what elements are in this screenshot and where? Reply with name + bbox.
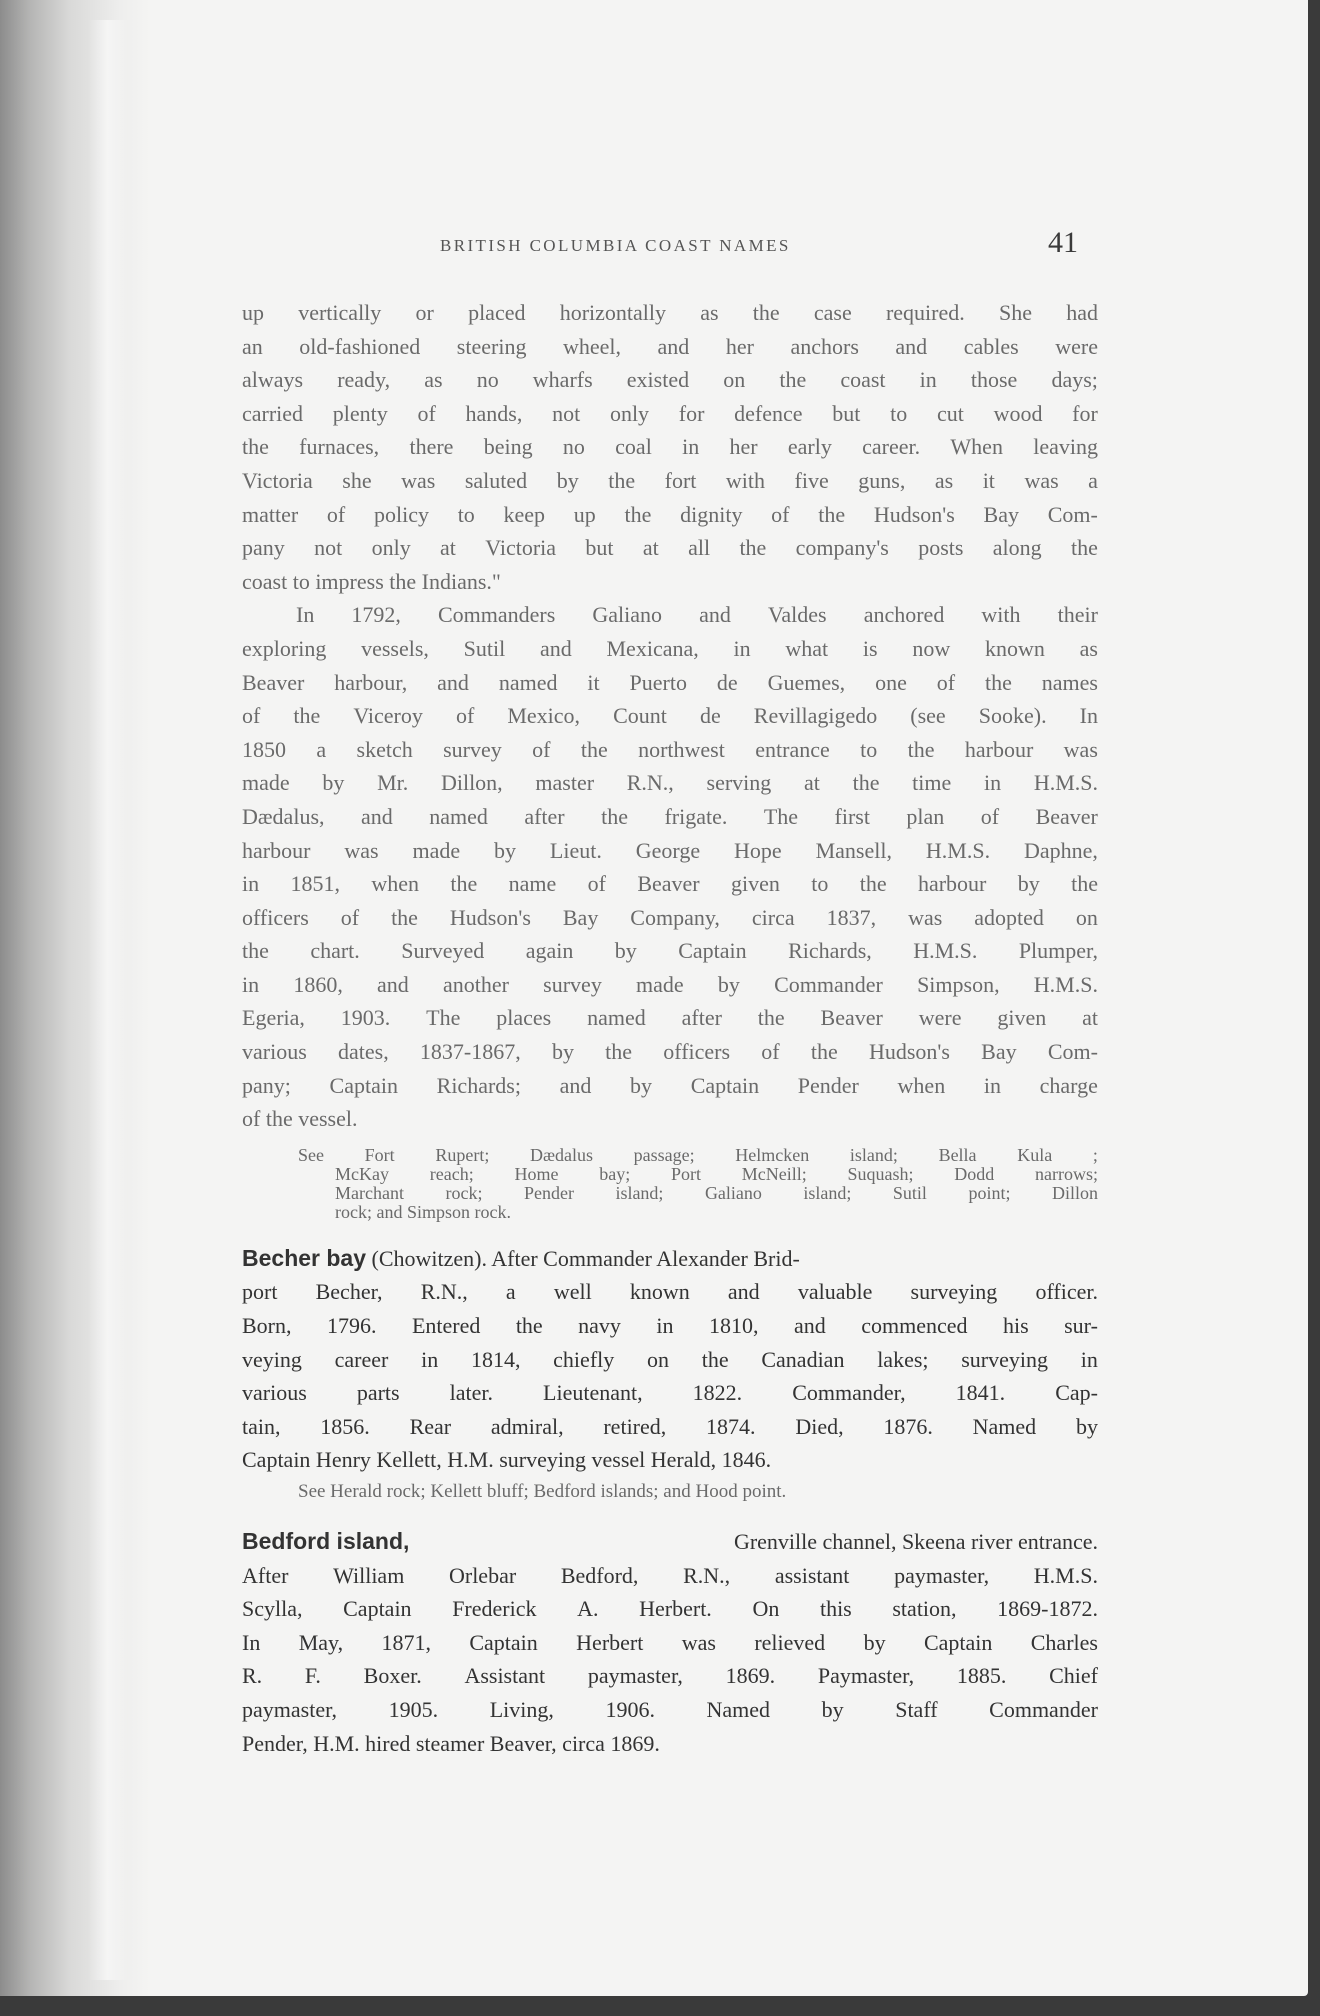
text-line: pany not only at Victoria but at all the company's posts along the bbox=[242, 535, 1098, 561]
text-line: coast to impress the Indians." bbox=[242, 568, 501, 594]
paragraph-beaver-harbour bbox=[242, 598, 1098, 1136]
entry-becher-bay bbox=[242, 1242, 1098, 1507]
text-line: veying career in 1814, chiefly on the Canadian lakes; surveying in bbox=[242, 1346, 1098, 1372]
see-also-line: rock; and Simpson rock. bbox=[335, 1201, 511, 1222]
text-line: matter of policy to keep up the dignity of the Hudson's Bay Com- bbox=[242, 501, 1098, 527]
see-also-becher: See Herald rock; Kellett bluff; Bedford islands; and Hood point. bbox=[298, 1481, 787, 1502]
paragraph-beaver-description bbox=[242, 296, 1098, 598]
text-line: an old-fashioned steering wheel, and her anchors and cables were bbox=[242, 333, 1098, 359]
entry-first-line: (Chowitzen). After Commander Alexander Brid- bbox=[371, 1245, 800, 1271]
text-line: in 1851, when the name of Beaver given to the harbour by the bbox=[242, 871, 1098, 897]
page-text bbox=[242, 296, 1098, 1760]
text-line bbox=[242, 1242, 1098, 1276]
see-also-beaver bbox=[242, 1146, 1098, 1222]
running-head: BRITISH COLUMBIA COAST NAMES bbox=[440, 236, 791, 255]
text-line: port Becher, R.N., a well known and valuable surveying officer. bbox=[242, 1279, 1098, 1305]
see-also-line: See Fort Rupert; Dædalus passage; Helmcken island; Bella Kula ; bbox=[298, 1144, 1098, 1165]
text-line: Pender, H.M. hired steamer Beaver, circa 1869. bbox=[242, 1730, 660, 1756]
see-also-line: Marchant rock; Pender island; Galiano island; Sutil point; Dillon bbox=[335, 1182, 1098, 1203]
text-line: Dædalus, and named after the frigate. The first plan of Beaver bbox=[242, 803, 1098, 829]
text-line: the furnaces, there being no coal in her early career. When leaving bbox=[242, 434, 1098, 460]
text-line: of the vessel. bbox=[242, 1106, 358, 1132]
page-edge-highlight bbox=[88, 20, 128, 1980]
text-line: various dates, 1837-1867, by the officers of the Hudson's Bay Com- bbox=[242, 1039, 1098, 1065]
text-line: the chart. Surveyed again by Captain Richards, H.M.S. Plumper, bbox=[242, 938, 1098, 964]
entry-first-line: Grenville channel, Skeena river entrance. bbox=[733, 1529, 1098, 1554]
text-line: 1850 a sketch survey of the northwest entrance to the harbour was bbox=[242, 736, 1098, 762]
text-line: made by Mr. Dillon, master R.N., serving at the time in H.M.S. bbox=[242, 770, 1098, 796]
text-line: Born, 1796. Entered the navy in 1810, and commenced his sur- bbox=[242, 1313, 1098, 1339]
text-line: In 1792, Commanders Galiano and Valdes anchored with their bbox=[296, 602, 1098, 628]
text-line: up vertically or placed horizontally as the case required. She had bbox=[242, 300, 1098, 325]
text-line: pany; Captain Richards; and by Captain Pender when in charge bbox=[242, 1072, 1098, 1098]
text-line: tain, 1856. Rear admiral, retired, 1874. Died, 1876. Named by bbox=[242, 1413, 1098, 1439]
text-line: Scylla, Captain Frederick A. Herbert. On this station, 1869-1872. bbox=[242, 1596, 1098, 1622]
text-line: officers of the Hudson's Bay Company, circa 1837, was adopted on bbox=[242, 904, 1098, 930]
entry-heading: Becher bay bbox=[242, 1244, 367, 1271]
text-line: paymaster, 1905. Living, 1906. Named by Staff Commander bbox=[242, 1696, 1098, 1722]
text-line: various parts later. Lieutenant, 1822. Commander, 1841. Cap- bbox=[242, 1380, 1098, 1406]
entry-bedford-island bbox=[242, 1525, 1098, 1760]
text-line: R. F. Boxer. Assistant paymaster, 1869. Paymaster, 1885. Chief bbox=[242, 1663, 1098, 1689]
text-line: harbour was made by Lieut. George Hope Mansell, H.M.S. Daphne, bbox=[242, 837, 1098, 863]
see-also-line: McKay reach; Home bay; Port McNeill; Suquash; Dodd narrows; bbox=[335, 1163, 1098, 1184]
text-line: Captain Henry Kellett, H.M. surveying vessel Herald, 1846. bbox=[242, 1447, 772, 1473]
text-line: of the Viceroy of Mexico, Count de Revillagigedo (see Sooke). In bbox=[242, 703, 1098, 729]
text-line bbox=[242, 1525, 1098, 1559]
text-line: After William Orlebar Bedford, R.N., assistant paymaster, H.M.S. bbox=[242, 1562, 1098, 1588]
text-line: Victoria she was saluted by the fort with five guns, as it was a bbox=[242, 467, 1098, 493]
text-line: Egeria, 1903. The places named after the Beaver were given at bbox=[242, 1005, 1098, 1031]
text-line: Beaver harbour, and named it Puerto de Guemes, one of the names bbox=[242, 669, 1098, 695]
text-line: exploring vessels, Sutil and Mexicana, in what is now known as bbox=[242, 635, 1098, 661]
text-line: In May, 1871, Captain Herbert was relieved by Captain Charles bbox=[242, 1629, 1098, 1655]
text-line: carried plenty of hands, not only for defence but to cut wood for bbox=[242, 400, 1098, 426]
page-number: 41 bbox=[1048, 226, 1078, 259]
entry-heading: Bedford island, bbox=[242, 1528, 410, 1554]
text-line: always ready, as no wharfs existed on the coast in those days; bbox=[242, 367, 1098, 393]
text-line: in 1860, and another survey made by Commander Simpson, H.M.S. bbox=[242, 971, 1098, 997]
